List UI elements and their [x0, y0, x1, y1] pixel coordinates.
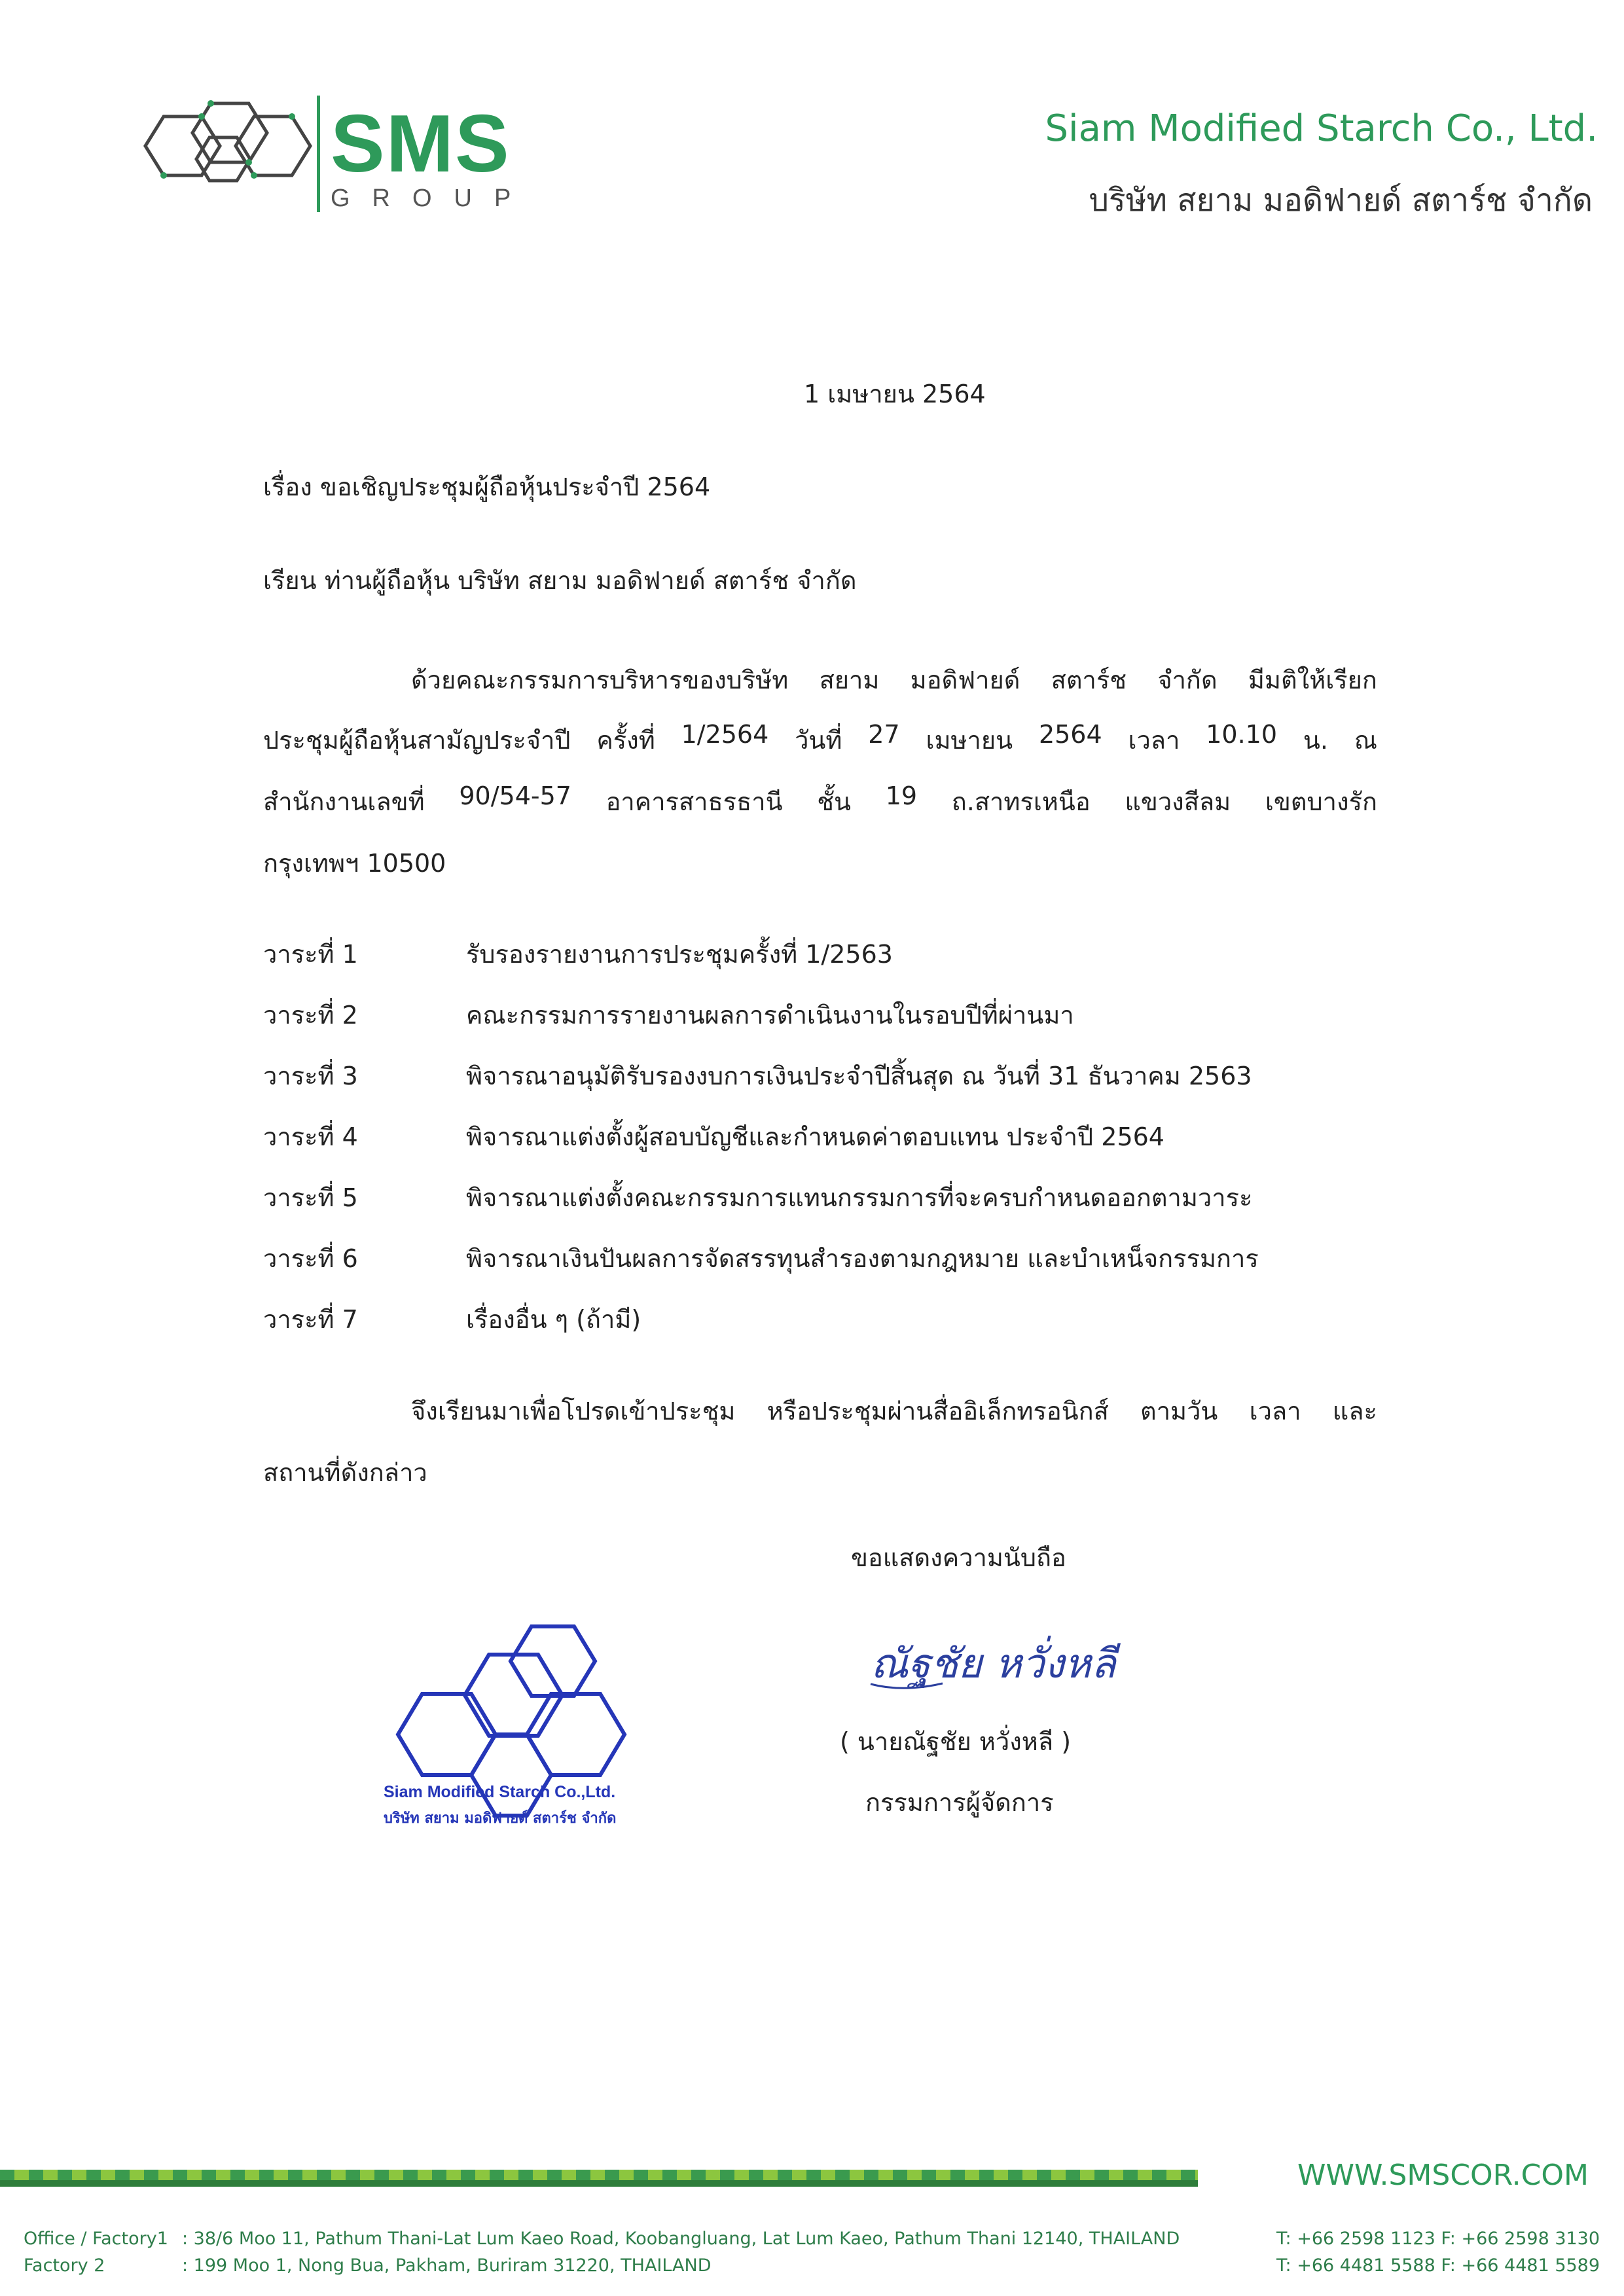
logo-text: SMS: [331, 99, 511, 189]
signer-title: กรรมการผู้จัดการ: [865, 1788, 1054, 1817]
stamp-text-th: บริษัท สยาม มอดิฟายด์ สตาร์ช จำกัด: [384, 1810, 617, 1827]
paragraph2-line2: สถานที่ดังกล่าว: [263, 1458, 427, 1487]
word: ด้วยคณะกรรมการบริหารของบริษัท: [411, 666, 789, 694]
office1-contact: T: +66 2598 1123 F: +66 2598 3130: [1276, 2229, 1600, 2249]
agenda-label: วาระที่ 4: [263, 1122, 358, 1151]
paragraph1-line4: กรุงเทพฯ 10500: [263, 849, 446, 878]
stamp-text-en: Siam Modified Starch Co.,Ltd.: [384, 1783, 616, 1801]
signature: [864, 1615, 1152, 1700]
sms-logo-hexagons: [131, 97, 317, 195]
letter-subject: เรื่อง ขอเชิญประชุมผู้ถือหุ้นประจำปี 2564: [263, 473, 711, 501]
paragraph1-line2: [263, 720, 1377, 760]
agenda-text: เรื่องอื่น ๆ (ถ้ามี): [466, 1305, 641, 1334]
website-link[interactable]: WWW.SMSCOR.COM: [1297, 2159, 1589, 2192]
paragraph1-line1: [411, 660, 1377, 700]
word: 19: [885, 781, 918, 810]
agenda-text: พิจารณาเงินปันผลการจัดสรรทุนสำรองตามกฎหมาย และบำเหน็จกรรมการ: [466, 1244, 1259, 1273]
word: จำกัด: [1157, 666, 1218, 694]
closing: ขอแสดงความนับถือ: [851, 1543, 1066, 1572]
logo-divider: [317, 96, 320, 212]
office2-address: : 199 Moo 1, Nong Bua, Pakham, Buriram 31220, THAILAND: [182, 2255, 712, 2276]
word: เวลา: [1128, 726, 1180, 755]
word: สยาม: [819, 666, 880, 694]
word: แขวงสีลม: [1125, 787, 1231, 816]
office2-label: Factory 2: [24, 2255, 105, 2276]
agenda-text: พิจารณาแต่งตั้งผู้สอบบัญชีและกำหนดค่าตอบแทน ประจำปี 2564: [466, 1122, 1164, 1151]
word: จึงเรียนมาเพื่อโปรดเข้าประชุม: [411, 1397, 736, 1426]
word: 1/2564: [681, 720, 769, 749]
signer-name: ( นายณัฐชัย หวั่งหลี ): [840, 1727, 1072, 1756]
office1-label: Office / Factory1: [24, 2229, 168, 2249]
word: ถ.สาทรเหนือ: [951, 787, 1091, 816]
word: 10.10: [1206, 720, 1278, 749]
word: และ: [1332, 1397, 1377, 1426]
letter-date: 1 เมษายน 2564: [804, 380, 986, 408]
word: 2564: [1038, 720, 1102, 749]
company-name-th: บริษัท สยาม มอดิฟายด์ สตาร์ช จำกัด: [1089, 182, 1593, 219]
word: เวลา: [1249, 1397, 1301, 1426]
agenda-text: พิจารณาแต่งตั้งคณะกรรมการแทนกรรมการที่จะครบกำหนดออกตามวาระ: [466, 1183, 1253, 1212]
word: ตามวัน: [1140, 1397, 1218, 1426]
letter-salutation: เรียน ท่านผู้ถือหุ้น บริษัท สยาม มอดิฟายด์ สตาร์ช จำกัด: [263, 566, 857, 595]
agenda-label: วาระที่ 3: [263, 1062, 358, 1090]
word: สตาร์ช: [1051, 666, 1127, 694]
company-name-en: Siam Modified Starch Co., Ltd.: [1045, 107, 1598, 150]
agenda-text: พิจารณาอนุมัติรับรองงบการเงินประจำปีสิ้นสุด ณ วันที่ 31 ธันวาคม 2563: [466, 1062, 1252, 1090]
word: มีมติให้เรียก: [1248, 666, 1377, 694]
agenda-label: วาระที่ 6: [263, 1244, 358, 1273]
paragraph2-line1: [411, 1391, 1377, 1431]
agenda-text: รับรองรายงานการประชุมครั้งที่ 1/2563: [466, 940, 893, 969]
word: หรือประชุมผ่านสื่ออิเล็กทรอนิกส์: [767, 1397, 1109, 1426]
agenda-label: วาระที่ 1: [263, 940, 358, 969]
word: วันที่: [795, 726, 842, 755]
word: 27: [868, 720, 900, 749]
word: ประชุมผู้ถือหุ้นสามัญประจำปี: [263, 726, 571, 755]
paragraph1-line3: [263, 781, 1377, 821]
agenda-text: คณะกรรมการรายงานผลการดำเนินงานในรอบปีที่ผ่านมา: [466, 1001, 1074, 1030]
word: ชั้น: [817, 787, 852, 816]
word: สำนักงานเลขที่: [263, 787, 425, 816]
word: มอดิฟายด์: [910, 666, 1020, 694]
word: ครั้งที่: [596, 726, 655, 755]
word: อาคารสาธรธานี: [605, 787, 783, 816]
word: 90/54-57: [459, 781, 571, 810]
agenda-label: วาระที่ 7: [263, 1305, 358, 1334]
office1-address: : 38/6 Moo 11, Pathum Thani-Lat Lum Kaeo Road, Koobangluang, Lat Lum Kaeo, Pathum Thani 12140, THAILAND: [182, 2229, 1180, 2249]
word: เมษายน: [926, 726, 1013, 755]
agenda-label: วาระที่ 2: [263, 1001, 358, 1030]
agenda-label: วาระที่ 5: [263, 1183, 358, 1212]
word: เขตบางรัก: [1265, 787, 1377, 816]
word: ณ: [1354, 726, 1377, 755]
office2-contact: T: +66 4481 5588 F: +66 4481 5589: [1276, 2255, 1600, 2276]
footer-stripe-dark: [0, 2180, 1198, 2187]
word: น.: [1303, 726, 1328, 755]
footer-stripe: [0, 2170, 1198, 2180]
signature-text: ณัฐชัย หวั่งหลี: [871, 1640, 1116, 1687]
logo-subtext: GROUP: [331, 185, 533, 212]
